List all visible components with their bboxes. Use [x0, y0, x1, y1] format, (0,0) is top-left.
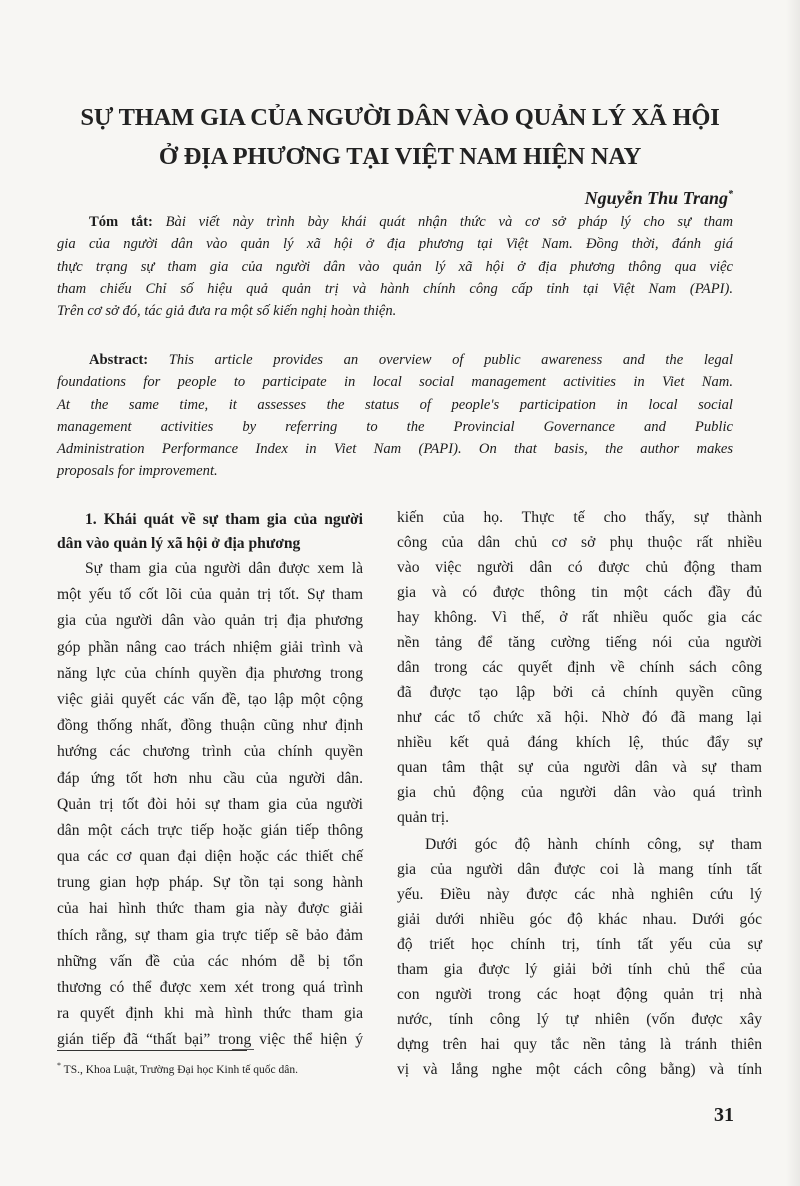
body-text-line: thương có thể được xem xét trong quá trình: [57, 979, 363, 996]
body-text-line: Quản trị tốt đòi hỏi sự tham gia của người: [57, 795, 363, 813]
footnote-mark: *: [57, 1061, 61, 1070]
summary-label: Abstract:: [89, 352, 149, 368]
body-text-line: quản trị.: [397, 809, 449, 826]
body-text-line: những vấn đề của các nhóm dễ bị tổn: [57, 952, 363, 970]
summary-label: Tóm tắt:: [89, 214, 153, 230]
right-column: [397, 505, 762, 1082]
body-text-line: gia của người dân được coi là mang tính tất: [397, 861, 762, 878]
author-name: [585, 188, 733, 209]
article-title-line-1: SỰ THAM GIA CỦA NGƯỜI DÂN VÀO QUẢN LÝ XÃ HỘI: [80, 104, 720, 131]
body-text-line: gia của người dân vào quản trị địa phương: [57, 612, 363, 630]
body-text-line: dân trong các quyết định về chính sách công: [397, 659, 762, 676]
section-heading-line: dân vào quản lý xã hội ở địa phương: [57, 535, 301, 552]
body-text-line: đã được tạo lập bởi cả chính quyền cũng: [397, 684, 762, 701]
body-text-line: nhiều kết quả đáng khích lệ, thúc đẩy sự: [397, 734, 762, 751]
summary-line: [57, 438, 733, 460]
footnote-divider: [57, 1050, 247, 1051]
summary-line: [57, 460, 733, 482]
body-text-line: nước, tính công lý tự nhiên (vốn được xây: [397, 1011, 762, 1028]
summary-line-text: This article provides an overview of public awareness and the legal: [168, 352, 733, 368]
summary-vietnamese: [57, 211, 733, 322]
summary-line: [57, 256, 733, 278]
summary-line: [57, 278, 733, 300]
body-text-line: gia và có được thông tin một cách đầy đủ: [397, 584, 762, 601]
body-text-line: hướng các chương trình của chính quyền: [57, 743, 363, 761]
body-text-line: vị và lắng nghe một cách công bằng) và tính: [397, 1061, 762, 1078]
footnote-divider-mark: [232, 1049, 254, 1050]
body-text-line: tham gia được lý giải bởi tính chủ thể của: [397, 961, 762, 978]
body-text-line: vào việc người dân có được chủ động tham: [397, 559, 762, 576]
body-text-line: Dưới góc độ hành chính công, sự tham: [425, 836, 762, 853]
body-text-line: yếu. Điều này được các nhà nghiên cứu lý: [397, 886, 762, 903]
body-text-line: qua các cơ quan đại diện hoặc các thiết chế: [57, 848, 363, 866]
body-text-line: công của dân chủ cơ sở phụ thuộc rất nhiều: [397, 534, 762, 551]
body-text-line: trung gian hợp pháp. Sự tồn tại song hành: [57, 874, 363, 892]
summary-line: [57, 349, 733, 371]
summary-english: [57, 349, 733, 483]
author-footnote-mark: *: [728, 189, 733, 200]
body-text-line: giải dưới nhiều góc độ khác nhau. Dưới góc: [397, 911, 762, 928]
summary-line: [57, 394, 733, 416]
body-text-line: việc giải quyết các vấn đề, tạo lập một cộng: [57, 690, 363, 708]
author-name-text: Nguyễn Thu Trang: [584, 188, 728, 208]
summary-line: [57, 233, 733, 255]
body-text-line: của hai hình thức tham gia này được giải: [57, 900, 363, 918]
footnote-text: TS., Khoa Luật, Trường Đại học Kinh tế quốc dân.: [61, 1063, 298, 1076]
summary-line-text: gia của người dân vào quản lý xã hội ở địa phương tại Việt Nam. Đồng thời, đánh giá: [57, 236, 733, 253]
summary-line-text: At the same time, it assesses the status of people's participation in local social: [57, 396, 733, 413]
body-text-line: ra quyết định khi mà hình thức tham gia: [57, 1005, 363, 1023]
footnote: [57, 1061, 298, 1076]
summary-line-text: thực trạng sự tham gia của người dân vào quản lý xã hội ở địa phương thông qua việc: [57, 258, 733, 275]
summary-line: [57, 211, 733, 233]
body-text-line: như các tổ chức xã hội. Nhờ đó đã mang lại: [397, 709, 762, 726]
scan-edge-shadow: [786, 0, 800, 1186]
body-text-line: đáp ứng tốt hơn nhu cầu của người dân.: [57, 769, 363, 787]
summary-line-text: Trên cơ sở đó, tác giả đưa ra một số kiến nghị hoàn thiện.: [57, 303, 397, 320]
body-text-line: dựng trên hai quy tắc nền tảng là tránh thiên: [397, 1036, 762, 1053]
summary-line: [57, 371, 733, 393]
body-text-line: hay không. Vì thế, ở rất nhiều quốc gia các: [397, 609, 762, 626]
left-column: [57, 508, 363, 1054]
section-heading-line: 1. Khái quát về sự tham gia của người: [85, 511, 363, 528]
summary-line-text: proposals for improvement.: [57, 463, 218, 480]
summary-line-text: management activities by referring to the Provincial Governance and Public: [57, 418, 733, 435]
body-text-line: gián tiếp đã “thất bại” trong việc thể hiện ý: [57, 1031, 363, 1049]
body-text-line: độ triết học chính trị, tính tất yếu của sự: [397, 936, 762, 953]
body-text-line: Sự tham gia của người dân được xem là: [85, 560, 363, 577]
body-text-line: kiến của họ. Thực tế cho thấy, sự thành: [397, 509, 762, 526]
body-text-line: thích rằng, sự tham gia trực tiếp sẽ bảo đảm: [57, 926, 363, 944]
body-text-line: con người trong các hoạt động quản trị nhà: [397, 986, 762, 1003]
body-text-line: đồng thống nhất, đồng thuận cũng như định: [57, 717, 363, 735]
article-title-line-2: Ở ĐỊA PHƯƠNG TẠI VIỆT NAM HIỆN NAY: [158, 143, 642, 170]
page-number: 31: [714, 1104, 734, 1126]
body-text-line: nền tảng để tăng cường tiếng nói của người: [397, 634, 762, 651]
summary-line: [57, 416, 733, 438]
body-text-line: góp phần nâng cao trách nhiệm giải trình và: [57, 638, 363, 656]
body-text-line: một yếu tố cốt lõi của quản trị tốt. Sự tham: [57, 586, 363, 604]
body-text-line: năng lực của chính quyền địa phương trong: [57, 664, 363, 682]
summary-line-text: Bài viết này trình bày khái quát nhận thức và cơ sở pháp lý cho sự tham: [165, 214, 733, 230]
body-text-line: quan tâm thật sự của người dân và sự tham: [397, 759, 762, 776]
summary-line-text: tham chiếu Chỉ số hiệu quả quản trị và hành chính công cấp tỉnh tại Việt Nam (PAPI).: [57, 280, 733, 297]
summary-line: [57, 300, 733, 322]
body-text-line: gia chủ động của người dân vào quá trình: [397, 784, 762, 801]
summary-line-text: Administration Performance Index in Viet Nam (PAPI). On that basis, the author makes: [57, 441, 733, 458]
body-text-line: dân một cách trực tiếp hoặc gián tiếp thông: [57, 821, 363, 839]
summary-line-text: foundations for people to participate in local social management activities in Viet Nam.: [57, 374, 733, 391]
